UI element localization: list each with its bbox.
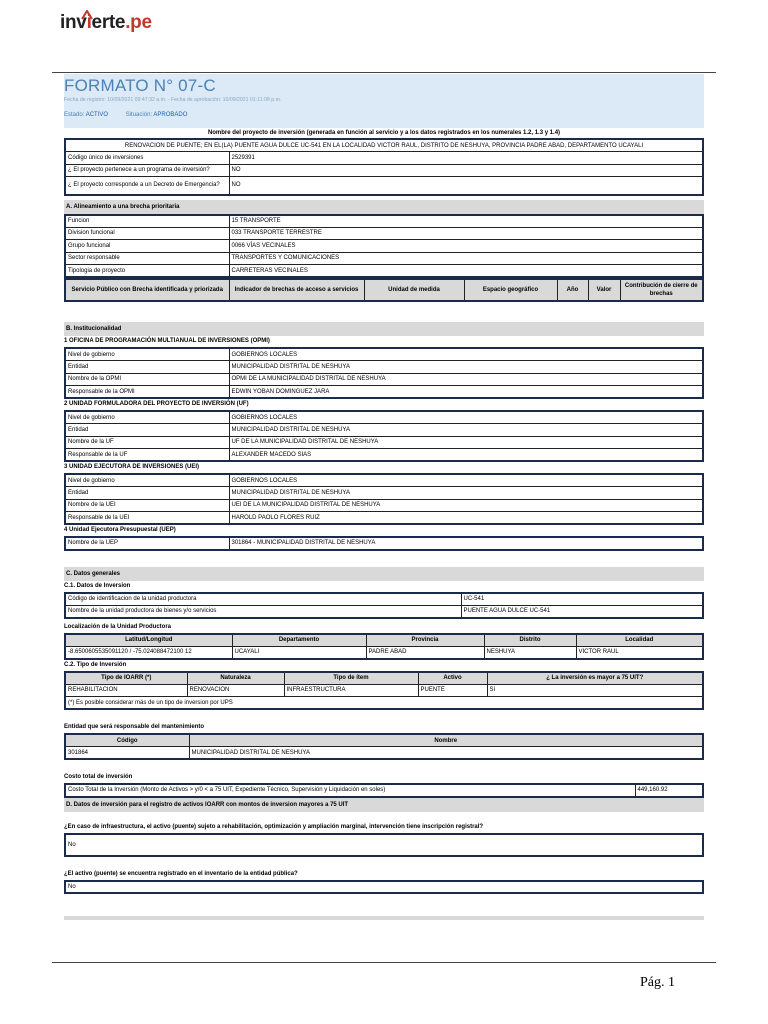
- table-row: Entidad MUNICIPALIDAD DISTRITAL DE NESHUYA: [65, 361, 703, 374]
- section-a-title: A. Alineamiento a una brecha prioritaria: [64, 200, 704, 214]
- answer-1: No: [65, 834, 703, 856]
- table-row: ¿ El proyecto pertenece a un programa de inversión? NO: [65, 164, 703, 177]
- page-number: Pág. 1: [640, 975, 675, 990]
- estado-value: ACTIVO: [85, 112, 109, 118]
- form-header: [64, 74, 704, 128]
- status-line: Estado: ACTIVO Situación: APROBADO: [64, 112, 188, 118]
- answer-1-table: [64, 833, 704, 857]
- uf-title: 2 UNIDAD FORMULADORA DEL PROYECTO DE INVERSIÓN (UF): [64, 401, 249, 407]
- table-row: Costo Total de la Inversión (Monto de Activos > y/0 < a 75 UIT, Expediente Técnico, Supervisión y Liquidación en soles) 449,160.92: [65, 784, 703, 797]
- opmi-title: 1 OFICINA DE PROGRAMACIÓN MULTIANUAL DE INVERSIONES (OPMI): [64, 338, 270, 344]
- form-content: [64, 74, 704, 920]
- form-title: FORMATO N° 07-C: [64, 76, 216, 95]
- table-header-row: Servicio Público con Brecha identificada y priorizada Indicador de brechas de acceso a servicios Unidad de medida Espacio geográfico Año Valor Contribución de cierre de brechas: [65, 279, 703, 301]
- c2-table: [64, 671, 704, 711]
- table-row: 301864 MUNICIPALIDAD DISTRITAL DE NESHUYA: [65, 747, 703, 760]
- uf-table: [64, 410, 704, 462]
- table-row: Responsable de la UF ALEXANDER MACEDO SIAS: [65, 449, 703, 462]
- uei-title: 3 UNIDAD EJECUTORA DE INVERSIONES (UEI): [64, 464, 200, 470]
- table-row: Entidad MUNICIPALIDAD DISTRITAL DE NESHUYA: [65, 424, 703, 437]
- answer-2-table: [64, 880, 704, 895]
- table-row: Nombre de la OPMI OPMI DE LA MUNICIPALIDAD DISTRITAL DE NESHUYA: [65, 373, 703, 386]
- uei-table: [64, 473, 704, 525]
- table-header-row: Latitud/Longitud Departamento Provincia Distrito Localidad: [65, 634, 703, 647]
- table-row: (*) Es posible considerar más de un tipo de inversion por UPS: [65, 697, 703, 710]
- c1-title: C.1. Datos de Inversion: [64, 582, 131, 589]
- table-row: Tipologia de proyecto CARRETERAS VECINALES: [65, 265, 703, 278]
- project-table: [64, 138, 704, 196]
- bottom-band: [64, 916, 704, 920]
- brecha-header-table: [64, 278, 704, 302]
- question-1: ¿En caso de infraestructura, el activo (puente) sujeto a rehabilitación, optimización y ampliación marginal, intervención tiene inscripción registral?: [64, 823, 484, 830]
- mant-table: [64, 733, 704, 760]
- project-name: RENOVACION DE PUENTE; EN EL(LA) PUENTE AGUA DULCE UC-541 EN LA LOCALIDAD VICTOR RAUL, DISTRITO DE NESHUYA, PROVINCIA PADRE ABAD, DEPARTAMENTO UCAYALI: [65, 139, 703, 152]
- table-row: Código único de inversiones 2529391: [65, 152, 703, 165]
- table-row: REHABILITACION RENOVACION INFRAESTRUCTURA PUENTE Sí: [65, 684, 703, 697]
- costo-value: 449,160.92: [635, 784, 703, 797]
- table-row: Nivel de gobierno GOBIERNOS LOCALES: [65, 348, 703, 361]
- situacion-value: APROBADO: [153, 112, 188, 118]
- table-row: Código de identificacion de la unidad productora UC-541: [65, 593, 703, 606]
- section-c-title: C. Datos generales: [64, 567, 704, 581]
- table-row: Division funcional 033 TRANSPORTE TERRESTRE: [65, 227, 703, 240]
- uep-table: [64, 536, 704, 551]
- form-dates: Fecha de registro: 10/09/2021 09:47:32 a.m. - Fecha de aprobación: 10/09/2021 01:11:08 p.m.: [64, 97, 282, 103]
- c2-title: C.2. Tipo de Inversión: [64, 661, 127, 668]
- question-2: ¿El activo (puente) se encuentra registrado en el inventario de la entidad pública?: [64, 870, 298, 877]
- table-row: -8.6500605535091120 / -75.024088472100 12 UCAYALI PADRE ABAD NESHUYA VICTOR RAUL: [65, 646, 703, 659]
- invierte-logo: invierte.pe: [60, 12, 152, 33]
- section-a-table: [64, 214, 704, 279]
- project-name-caption: Nombre del proyecto de inversión (generada en función al servicio y a los datos registrados en los numerales 1.2, 1.3 y 1.4): [207, 130, 561, 136]
- logo-arrow-icon: [80, 10, 94, 20]
- answer-2: No: [65, 881, 703, 894]
- table-row: Nombre de la UF UF DE LA MUNICIPALIDAD DISTRITAL DE NESHUYA: [65, 436, 703, 449]
- table-row: Nivel de gobierno GOBIERNOS LOCALES: [65, 411, 703, 424]
- table-row: Nombre de la UEI UEI DE LA MUNICIPALIDAD DISTRITAL DE NESHUYA: [65, 499, 703, 512]
- table-row: Entidad MUNICIPALIDAD DISTRITAL DE NESHUYA: [65, 487, 703, 500]
- costo-table: [64, 783, 704, 798]
- table-row: [65, 881, 703, 894]
- section-d-title: D. Datos de inversión para el registro de activos IOARR con montos de inversion mayores a 75 UIT: [64, 798, 704, 812]
- bottom-rule: [52, 962, 716, 963]
- uep-title: 4 Unidad Ejecutora Presupuestal (UEP): [64, 527, 176, 533]
- mant-title: Entidad que será responsable del mantenimiento: [64, 724, 205, 730]
- table-row: Nivel de gobierno GOBIERNOS LOCALES: [65, 474, 703, 487]
- costo-title: Costo total de inversión: [64, 774, 133, 780]
- table-row: Funcion 15 TRANSPORTE: [65, 215, 703, 228]
- table-row: ¿ El proyecto corresponde a un Decreto de Emergencia? NO: [65, 177, 703, 195]
- section-b-title: B. Institucionalidad: [64, 322, 704, 336]
- opmi-table: [64, 347, 704, 399]
- location-table: [64, 633, 704, 660]
- table-row: Nombre de la unidad productora de bienes y/o servicios PUENTE AGUA DULCE UC-541: [65, 605, 703, 618]
- top-rule: [52, 72, 716, 73]
- table-row: Responsable de la OPMI EDWIN YOBAN DOMINGUEZ JARA: [65, 386, 703, 399]
- table-row: Nombre de la UEP 301864 - MUNICIPALIDAD DISTRITAL DE NESHUYA: [65, 537, 703, 550]
- table-row: Sector responsable TRANSPORTES Y COMUNICACIONES: [65, 252, 703, 265]
- table-header-row: Tipo de IOARR (*) Naturaleza Tipo de ítem Activo ¿ La inversión es mayor a 75 UIT?: [65, 672, 703, 685]
- table-row: [65, 834, 703, 856]
- c1-table: [64, 592, 704, 619]
- loc-title: Localización de la Unidad Productora: [64, 623, 172, 630]
- table-row: Responsable de la UEI HAROLD PAOLO FLORES RUIZ: [65, 512, 703, 525]
- table-header-row: Código Nombre: [65, 734, 703, 747]
- table-row: Grupo funcional 0066 VÍAS VECINALES: [65, 240, 703, 253]
